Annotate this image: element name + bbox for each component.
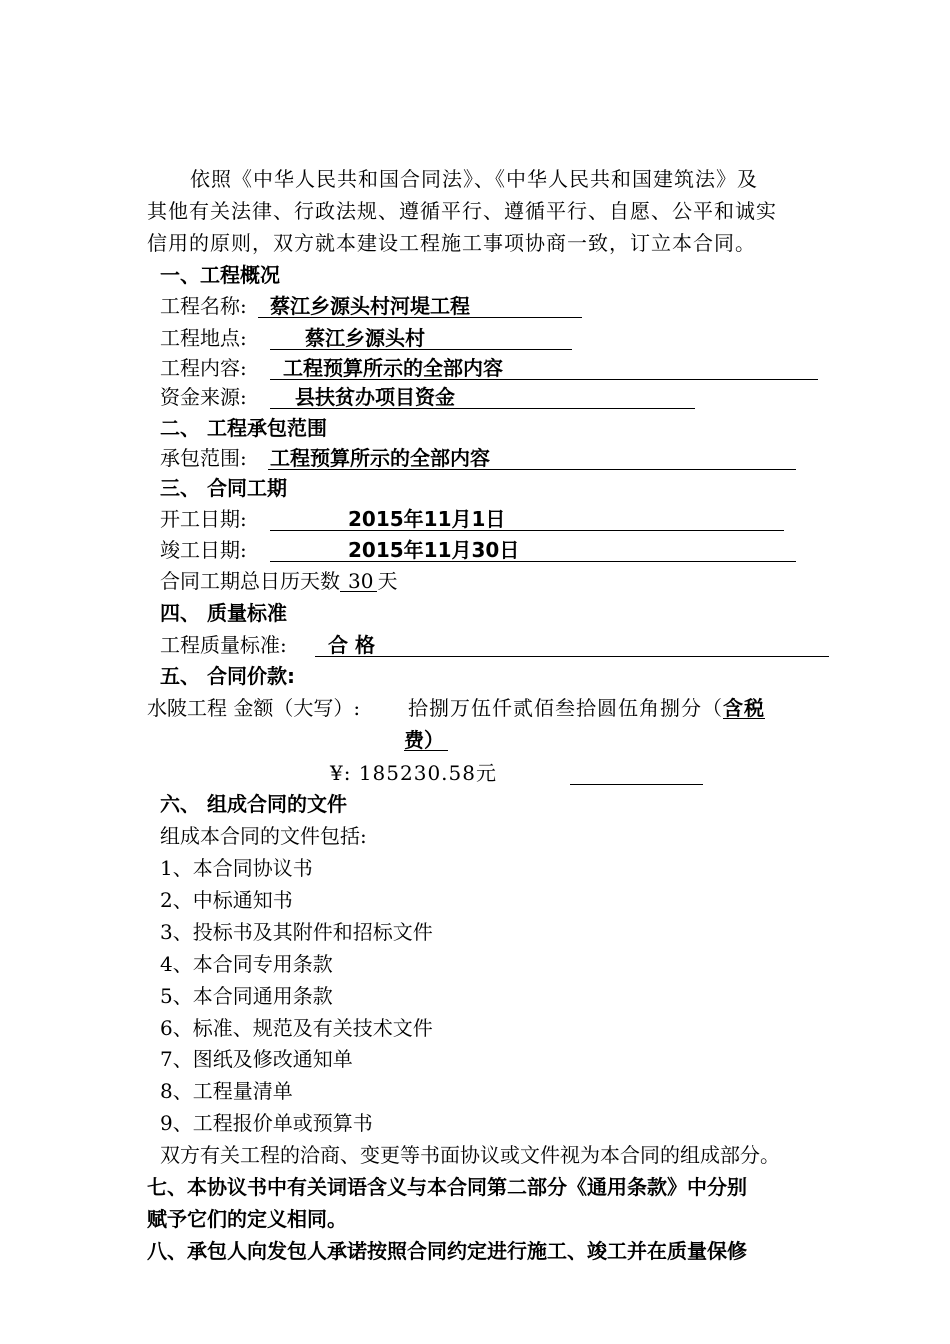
section-8-line-1: 八、承包人向发包人承诺按照合同约定进行施工、竣工并在质量保修 [147, 1239, 747, 1263]
amount-numeric: ¥: 185230.58元 [330, 761, 497, 785]
amount-text [408, 694, 765, 722]
duration-prefix: 合同工期总日历天数 [160, 569, 340, 593]
fund-source-value: 县扶贫办项目资金 [295, 385, 455, 409]
section-1-heading: 一、工程概况 [160, 263, 280, 287]
duration-days: 30 [340, 567, 377, 592]
amount-numeric-underline [570, 759, 703, 785]
amount-label: 水陂工程 金额（大写）: [147, 696, 361, 720]
project-name-value: 蔡江乡源头村河堤工程 [270, 294, 470, 318]
document-item: 9、工程报价单或预算书 [160, 1111, 373, 1135]
section-7-line-1: 七、本协议书中有关词语含义与本合同第二部分《通用条款》中分别 [147, 1175, 747, 1199]
document-item: 2、中标通知书 [160, 888, 293, 912]
quality-label: 工程质量标准: [160, 633, 287, 657]
start-date-label: 开工日期: [160, 507, 247, 531]
section-2-heading: 二、 工程承包范围 [160, 416, 327, 440]
end-date-label: 竣工日期: [160, 538, 247, 562]
quality-value: 合 格 [328, 633, 375, 657]
document-item: 3、投标书及其附件和招标文件 [160, 920, 433, 944]
end-date-value: 2015年11月30日 [348, 538, 520, 562]
project-content-label: 工程内容: [160, 356, 247, 380]
start-date-value: 2015年11月1日 [348, 507, 506, 531]
project-location-value: 蔡江乡源头村 [305, 326, 425, 350]
documents-closing: 双方有关工程的洽商、变更等书面协议或文件视为本合同的组成部分。 [160, 1143, 780, 1167]
scope-label: 承包范围: [160, 446, 247, 470]
fund-source-label: 资金来源: [160, 385, 247, 409]
document-item: 7、图纸及修改通知单 [160, 1047, 353, 1071]
document-item: 6、标准、规范及有关技术文件 [160, 1016, 433, 1040]
section-5-heading: 五、 合同价款: [160, 664, 295, 688]
section-3-heading: 三、 合同工期 [160, 476, 287, 500]
tax-note-2: 费） [404, 726, 448, 751]
duration-suffix: 天 [377, 569, 398, 593]
duration-line [160, 567, 397, 595]
intro-line-2: 其他有关法律、行政法规、遵循平行、遵循平行、自愿、公平和诚实 [147, 199, 777, 223]
intro-line-1: 依照《中华人民共和国合同法》、《中华人民共和国建筑法》及 [190, 167, 758, 191]
documents-lead: 组成本合同的文件包括: [160, 824, 367, 848]
scope-value: 工程预算所示的全部内容 [270, 446, 490, 470]
quality-underline [315, 631, 829, 657]
section-6-heading: 六、 组成合同的文件 [160, 792, 347, 816]
document-item: 4、本合同专用条款 [160, 952, 333, 976]
document-item: 8、工程量清单 [160, 1079, 293, 1103]
project-location-label: 工程地点: [160, 326, 247, 350]
tax-note-line-2 [404, 726, 448, 754]
project-content-value: 工程预算所示的全部内容 [283, 356, 503, 380]
intro-line-3: 信用的原则，双方就本建设工程施工事项协商一致，订立本合同。 [147, 231, 756, 255]
amount-words: 拾捌万伍仟贰佰叁拾圆伍角捌分（ [408, 696, 723, 720]
section-4-heading: 四、 质量标准 [160, 601, 287, 625]
tax-note-1: 含税 [723, 696, 765, 720]
document-item: 1、本合同协议书 [160, 856, 313, 880]
document-item: 5、本合同通用条款 [160, 984, 333, 1008]
project-name-label: 工程名称: [160, 294, 247, 318]
section-7-line-2: 赋予它们的定义相同。 [147, 1207, 347, 1231]
